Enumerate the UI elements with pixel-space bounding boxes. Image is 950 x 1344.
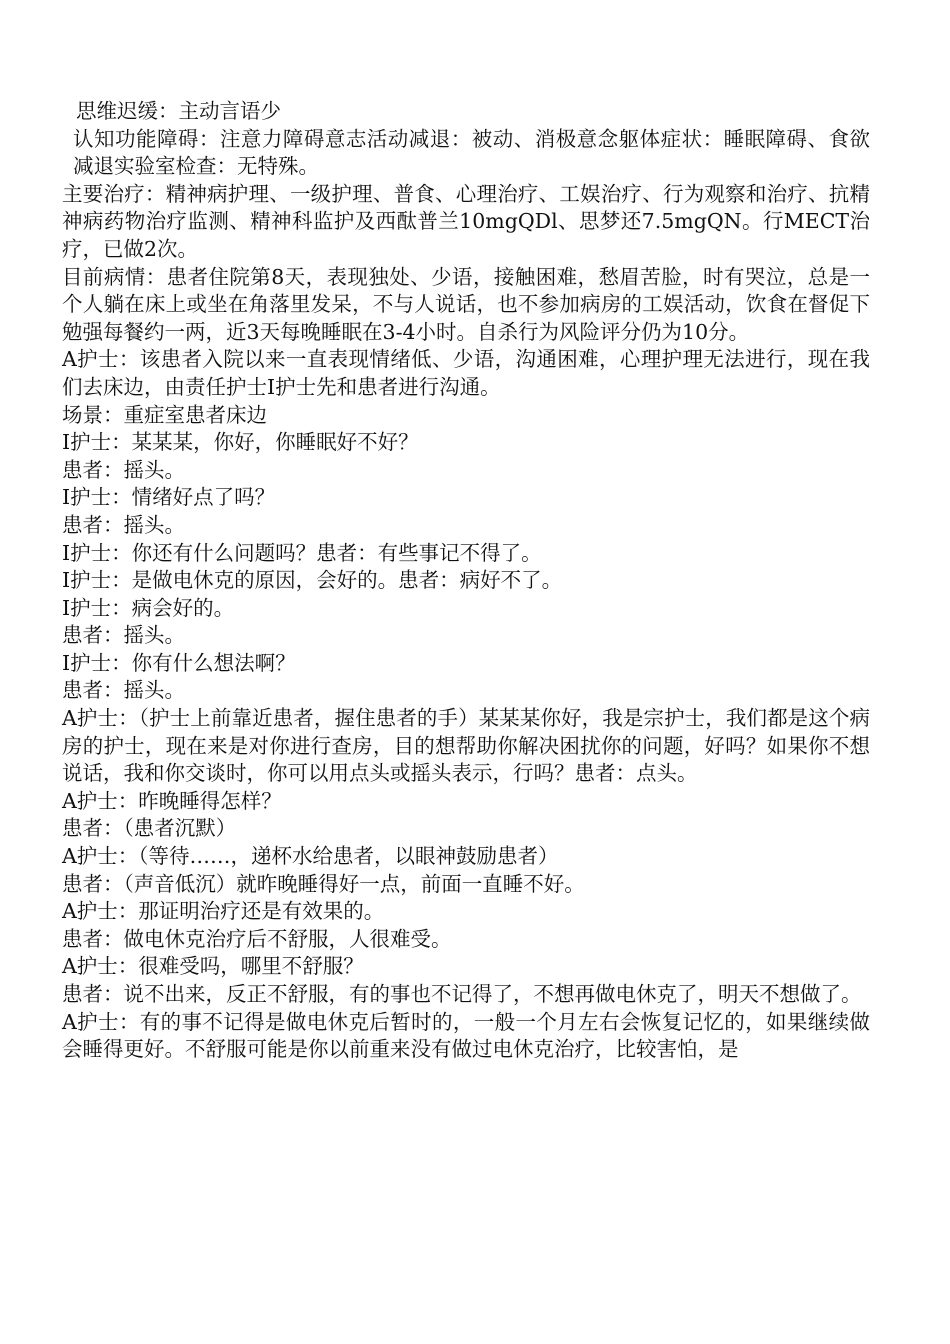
paragraph-scene: 场景：重症室患者床边 [62,402,267,427]
dialogue-line: I护士：你有什么想法啊？ [62,650,296,675]
dialogue-line: 患者：摇头。 [62,623,185,648]
dialogue-line: 患者：摇头。 [62,678,185,703]
paragraph-current-condition: 目前病情：患者住院第8天，表现独处、少语，接触困难，愁眉苦脸，时有哭泣，总是一个人躺在床上或坐在角落里发呆，不与人说话，也不参加病房的工娱活动，饮食在督促下勉强每餐约一两，近3天每晚睡眠在3-4小时。自杀行为风险评分仍为10分。 [62,264,870,344]
document-page [62,98,870,1064]
dialogue-line: I护士：某某某，你好，你睡眠好不好？ [62,430,419,455]
dialogue-line: A护士：（等待……，递杯水给患者，以眼神鼓励患者） [62,844,559,869]
dialogue-line: 患者：（患者沉默） [62,816,237,841]
dialogue-line: I护士：情绪好点了吗？ [62,485,276,510]
paragraph-thinking: 思维迟缓：主动言语少 [76,99,281,123]
paragraph-nurse-a-intro: A护士：该患者入院以来一直表现情绪低、少语，沟通困难，心理护理无法进行，现在我们去床边，由责任护士I护士先和患者进行沟通。 [62,347,870,399]
dialogue-line: A护士：昨晚睡得怎样？ [62,788,282,813]
dialogue-line: I护士：你还有什么问题吗？患者：有些事记不得了。 [62,540,542,565]
dialogue-line: I护士：病会好的。 [62,595,235,620]
dialogue-line: A护士：那证明治疗还是有效果的。 [62,899,385,924]
dialogue-line: 患者：（声音低沉）就昨晚睡得好一点，前面一直睡不好。 [62,871,585,896]
dialogue-line: A护士：有的事不记得是做电休克后暂时的，一般一个月左右会恢复记忆的，如果继续做会睡得更好。不舒服可能是你以前重来没有做过电休克治疗，比较害怕，是 [62,1009,870,1062]
dialogue-line: 患者：摇头。 [62,512,185,537]
dialogue-line: 患者：说不出来，反正不舒服，有的事也不记得了，不想再做电休克了，明天不想做了。 [62,982,862,1006]
paragraph-cognition: 认知功能障碍：注意力障碍意志活动减退：被动、消极意念躯体症状：睡眠障碍、食欲减退实验室检查：无特殊。 [73,126,870,179]
dialogue-line: A护士：（护士上前靠近患者，握住患者的手）某某某你好，我是宗护士，我们都是这个病房的护士，现在来是对你进行查房，目的想帮助你解决困扰你的问题，好吗？如果你不想说话，我和你交谈时，你可以用点头或摇头表示，行吗？患者：点头。 [62,706,870,786]
paragraph-main-treatment: 主要治疗：精神病护理、一级护理、普食、心理治疗、工娱治疗、行为观察和治疗、抗精神病药物治疗监测、精神科监护及西酞普兰10mgQDl、思梦还7.5mgQN。行MECT治疗，已做2次。 [62,181,870,261]
dialogue-line: 患者：做电休克治疗后不舒服，人很难受。 [62,926,452,951]
dialogue-line: I护士：是做电休克的原因，会好的。患者：病好不了。 [62,568,563,593]
dialogue-line: 患者：摇头。 [62,457,185,482]
dialogue-line: A护士：很难受吗，哪里不舒服？ [62,954,364,979]
